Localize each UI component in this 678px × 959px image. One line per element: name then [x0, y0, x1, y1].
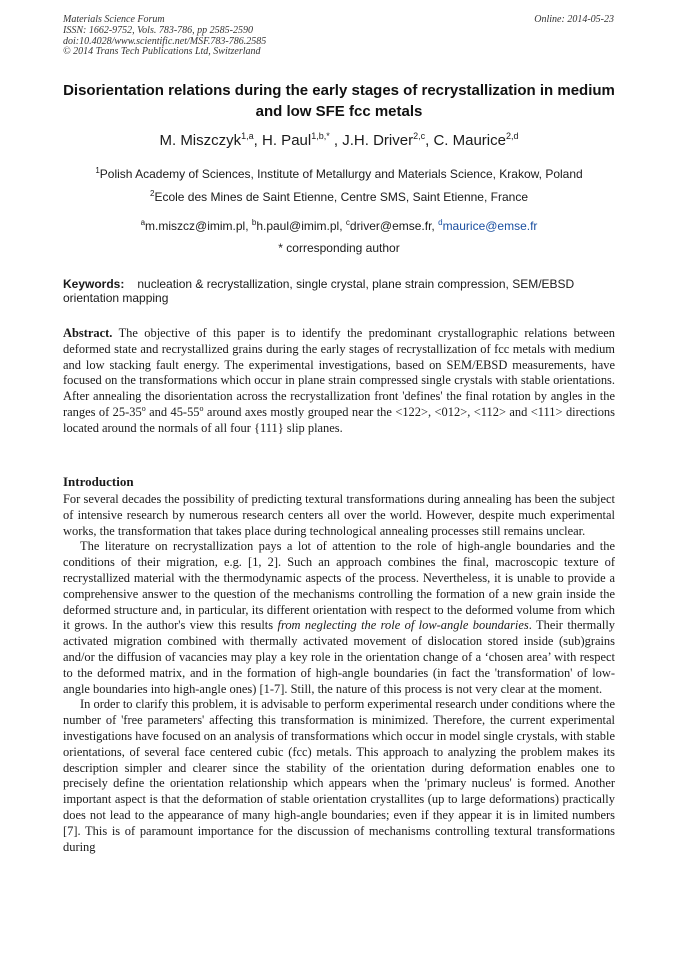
copyright-line: © 2014 Trans Tech Publications Ltd, Switzerland [63, 46, 261, 58]
affiliation-text: Ecole des Mines de Saint Etienne, Centre SMS, Saint Etienne, France [154, 190, 528, 204]
abstract-text: around axes mostly grouped near the <122>, <012>, <112> and <111> directions located around the normals of all four {111} slip planes. [63, 404, 615, 435]
online-date: Online: 2014-05-23 [534, 14, 614, 25]
corresponding-author-note: * corresponding author [278, 241, 400, 255]
abstract [63, 326, 615, 437]
email-link[interactable]: driver@emse.fr, [349, 219, 435, 233]
paragraph [63, 539, 615, 697]
email-link[interactable]: h.paul@imim.pl, [256, 219, 343, 233]
keywords-text: nucleation & recrystallization, single crystal, plane strain compression, SEM/EBSD orientation mapping [63, 277, 575, 305]
email-sup: c [345, 218, 350, 227]
email-link[interactable]: m.miszcz@imim.pl, [145, 219, 249, 233]
author-list: M. Miszczyk$^{1,a}$, H. Paul$^{1,b,*}$ , J.H. Driver$^{2,c}$, C. Maurice$^{2,d}$ [159, 131, 519, 149]
email-sup: b [251, 218, 257, 227]
author-affil-sup: 2,c [413, 131, 426, 141]
author-name: C. Maurice [433, 132, 506, 149]
email-list [63, 219, 615, 233]
author-name: M. Miszczyk [159, 132, 242, 149]
affiliation-2 [63, 190, 615, 204]
abstract-text: and 45-55 [145, 404, 200, 419]
paragraph-text: . Their thermally activated migration combined with thermally activated movement of dislocation stored inside (sub)grains and/or the diffusion of vacancies may play a key role in the orientation change of a ‘chosen area’ with respect to the deformed matrix, and in the formation of high-angle boundaries (in fact the 'transformation' of low-angle boundaries into high-angle ones) [1-7]. Still, the nature of this process is not very clear at the moment. [63, 618, 615, 696]
author-affil-sup: 2,d [505, 131, 519, 141]
author-affil-sup: 1,a [241, 131, 254, 141]
email-sup: a [140, 218, 146, 227]
author-affil-sup: 1,b,* [311, 131, 330, 141]
degree-sup: o [141, 403, 146, 413]
paragraph-text: The literature on recrystallization pays a lot of attention to the role of high-angle boundaries and the conditions of their migration, e.g. [1, 2]. Such an approach combines the final, macroscopic texture of recrystallized material with the thermodynamic aspects of the process. Nevertheless, it is unable to provide a comprehensive answer to the question of the mechanisms controlling the formation of a new grain inside the deformed structure and, in particular, its different orientation with respect to the deformed volume from which it grows. In the author's view this results [63, 539, 615, 633]
keywords [63, 277, 615, 305]
author-name: H. Paul [262, 132, 312, 149]
keywords-label: Keywords: [63, 277, 125, 291]
issn-line: ISSN: 1662-9752, Vols. 783-786, pp 2585-2590 [63, 24, 253, 36]
journal-header [63, 15, 423, 58]
author-name: J.H. Driver [342, 132, 414, 149]
affiliation-sup: 2 [150, 189, 155, 198]
affiliation-text: Polish Academy of Sciences, Institute of Metallurgy and Materials Science, Krakow, Poland [99, 167, 583, 181]
paragraph: In order to clarify this problem, it is advisable to perform experimental research under conditions where the number of 'free parameters' affecting this transformation is minimized. Therefore, the current experimental investigations have focused on an analysis of transformations which occur in model single crystals, with stable orientations, of several face centered cubic (fcc) metals. This approach to analyzing the problem makes its description simpler and clearer since the stability of the orientation during deformation enables one to precisely define the orientation relationship which appears when the 'primary nucleus' is formed. Another important aspect is that the deformation of stable orientation crystallites (up to large deformations) practically does not lead to the appearance of many high-angle boundaries; even if they appear it is in limited numbers [7]. This is of paramount importance for the discussion of mechanisms controlling textural transformations during [63, 697, 615, 854]
section-heading-introduction: Introduction [63, 474, 134, 489]
degree-sup: o [199, 403, 204, 413]
doi-line: doi:10.4028/www.scientific.net/MSF.783-786.2585 [63, 35, 267, 47]
affiliation-1 [63, 167, 615, 181]
abstract-text: The objective of this paper is to identify the predominant crystallographic relations between deformed state and recrystallized grains during the early stages of recrystallization of fcc metals with medium and low stacking fault energy. The experimental investigations, based on SEM/EBSD measurements, have focused on the transformations which occur in plane strain compressed single crystals with stable orientations. After annealing the disorientation across the recrystallization front 'defines' the final rotation by angles in the ranges of 25-35 [63, 326, 615, 419]
introduction-body [63, 492, 615, 855]
email-link[interactable]: maurice@emse.fr [442, 219, 538, 233]
abstract-label: Abstract. [63, 326, 113, 340]
emphasis-text: from neglecting the role of low-angle boundaries [277, 618, 529, 633]
paper-title: Disorientation relations during the early stages of recrystallization in medium and low SFE fcc metals [63, 82, 615, 120]
email-sup: d [438, 218, 443, 227]
affiliation-sup: 1 [95, 166, 100, 175]
paragraph: For several decades the possibility of predicting textural transformations during annealing has been the subject of intensive research by numerous research centers all over the world. However, despite much experimental works, the transformation that takes place during technological annealing processes still remains unclear. [63, 492, 615, 538]
journal-name: Materials Science Forum [63, 14, 165, 25]
